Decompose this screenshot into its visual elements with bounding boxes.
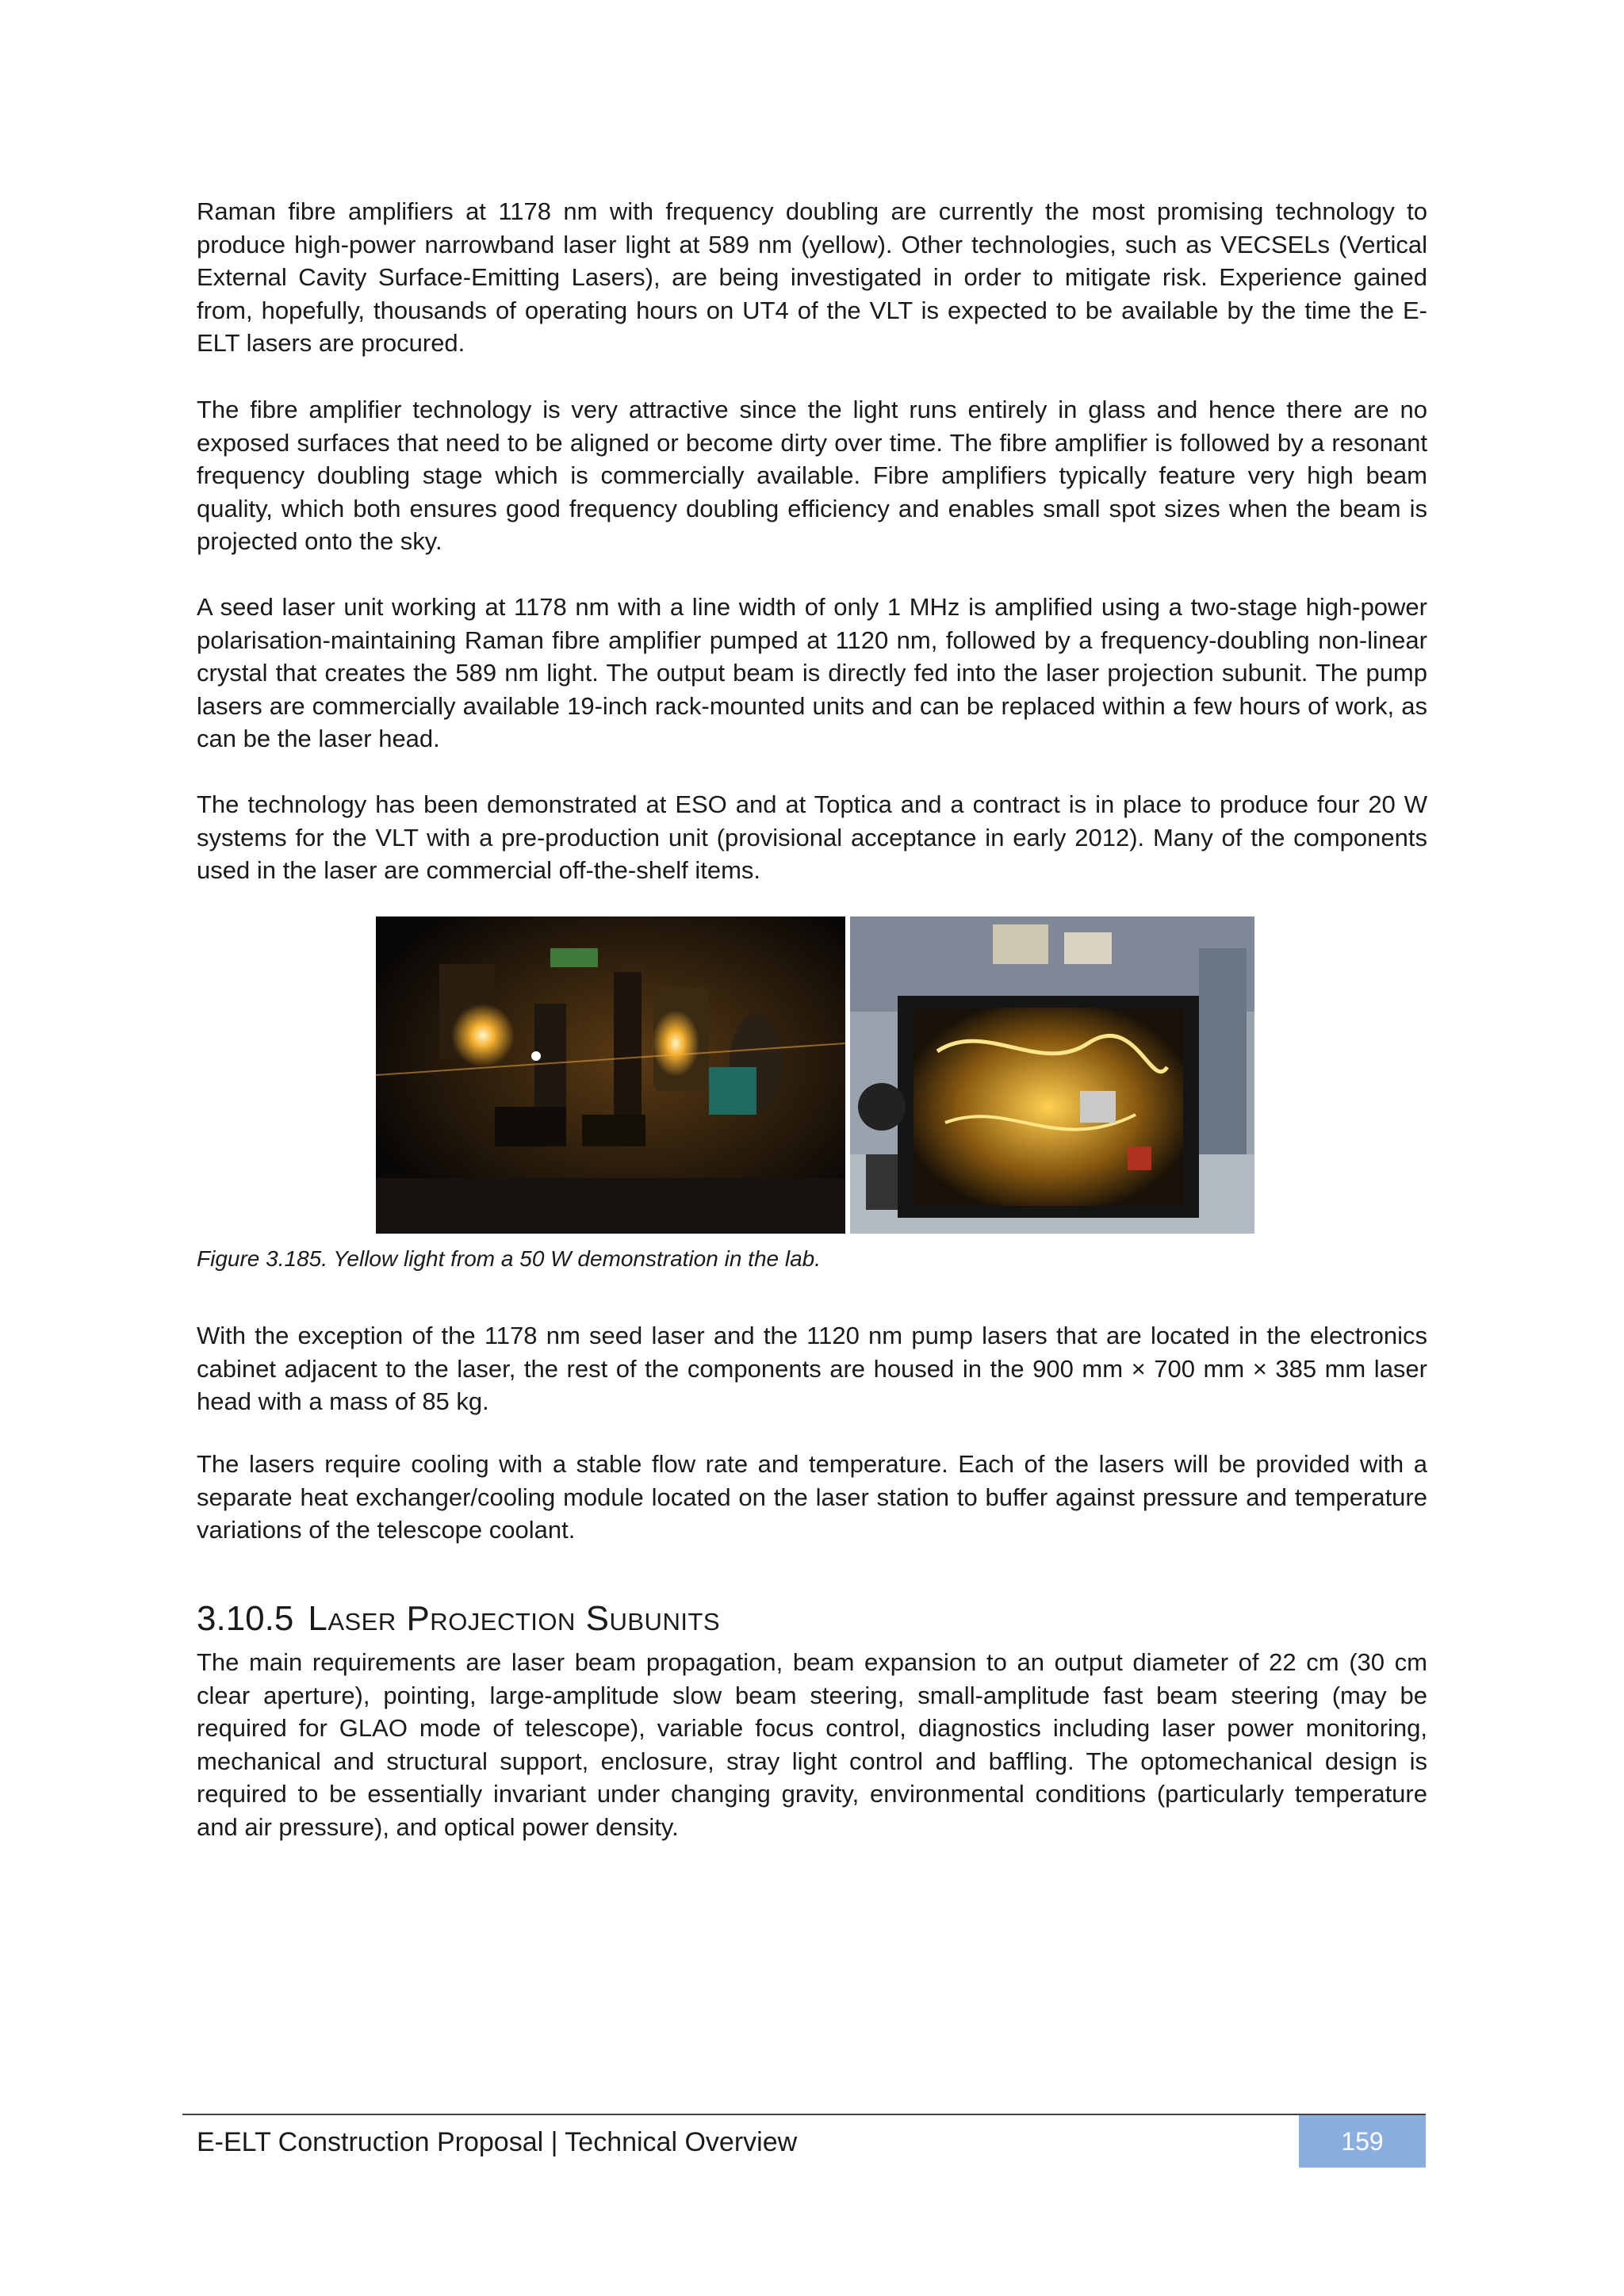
footer-text: E-ELT Construction Proposal | Technical Overview: [197, 2127, 798, 2157]
section-number: 3.10.5: [197, 1599, 294, 1638]
section-heading: [197, 1598, 720, 1640]
body-paragraph: The technology has been demonstrated at ESO and at Toptica and a contract is in place to produce four 20 W systems for the VLT with a pre-production unit (provisional acceptance in early 2012). Many of the components used in the laser are commercial off-the-shelf items.: [197, 790, 1427, 884]
lab-photo-right: [850, 916, 1254, 1234]
body-paragraph: The fibre amplifier technology is very attractive since the light runs entirely in glass and hence there are no exposed surfaces that need to be aligned or become dirty over time. The fibre amplifier is followed by a resonant frequency doubling stage which is commercially available. Fibre amplifiers typically feature very high beam quality, which both ensures good frequency doubling efficiency and enables small spot sizes when the beam is projected onto the sky.: [197, 396, 1427, 555]
figure: [376, 916, 1254, 1234]
body-paragraph: The lasers require cooling with a stable flow rate and temperature. Each of the lasers will be provided with a separate heat exchanger/cooling module located on the laser station to buffer against pressure and temperature variations of the telescope coolant.: [197, 1450, 1427, 1544]
footer-rule: [182, 2114, 1426, 2115]
lab-photo-left: [376, 916, 845, 1234]
page-number-box: [1299, 2115, 1426, 2168]
body-paragraph: With the exception of the 1178 nm seed laser and the 1120 nm pump lasers that are located in the electronics cabinet adjacent to the laser, the rest of the components are housed in the 900 mm × 700 mm × 385 mm laser head with a mass of 85 kg.: [197, 1322, 1427, 1415]
page-number: 159: [1341, 2126, 1384, 2156]
section-title: Laser Projection Subunits: [308, 1599, 721, 1638]
body-paragraph: Raman fibre amplifiers at 1178 nm with frequency doubling are currently the most promising technology to produce high-power narrowband laser light at 589 nm (yellow). Other technologies, such as VECSELs (Vertical External Cavity Surface-Emitting Lasers), are being investigated in order to mitigate risk. Experience gained from, hopefully, thousands of operating hours on UT4 of the VLT is expected to be available by the time the E-ELT lasers are procured.: [197, 197, 1427, 357]
figure-caption: Figure 3.185. Yellow light from a 50 W demonstration in the lab.: [197, 1246, 822, 1271]
body-paragraph: A seed laser unit working at 1178 nm with a line width of only 1 MHz is amplified using a two-stage high-power polarisation-maintaining Raman fibre amplifier pumped at 1120 nm, followed by a frequency-doubling non-linear crystal that creates the 589 nm light. The output beam is directly fed into the laser projection subunit. The pump lasers are commercially available 19-inch rack-mounted units and can be replaced within a few hours of work, as can be the laser head.: [197, 593, 1427, 752]
body-paragraph: The main requirements are laser beam propagation, beam expansion to an output diameter of 22 cm (30 cm clear aperture), pointing, large-amplitude slow beam steering, small-amplitude fast beam steering (may be required for GLAO mode of telescope), variable focus control, diagnostics including laser power monitoring, mechanical and structural support, enclosure, stray light control and baffling. The optomechanical design is required to be essentially invariant under changing gravity, environmental conditions (particularly temperature and air pressure), and optical power density.: [197, 1648, 1427, 1841]
